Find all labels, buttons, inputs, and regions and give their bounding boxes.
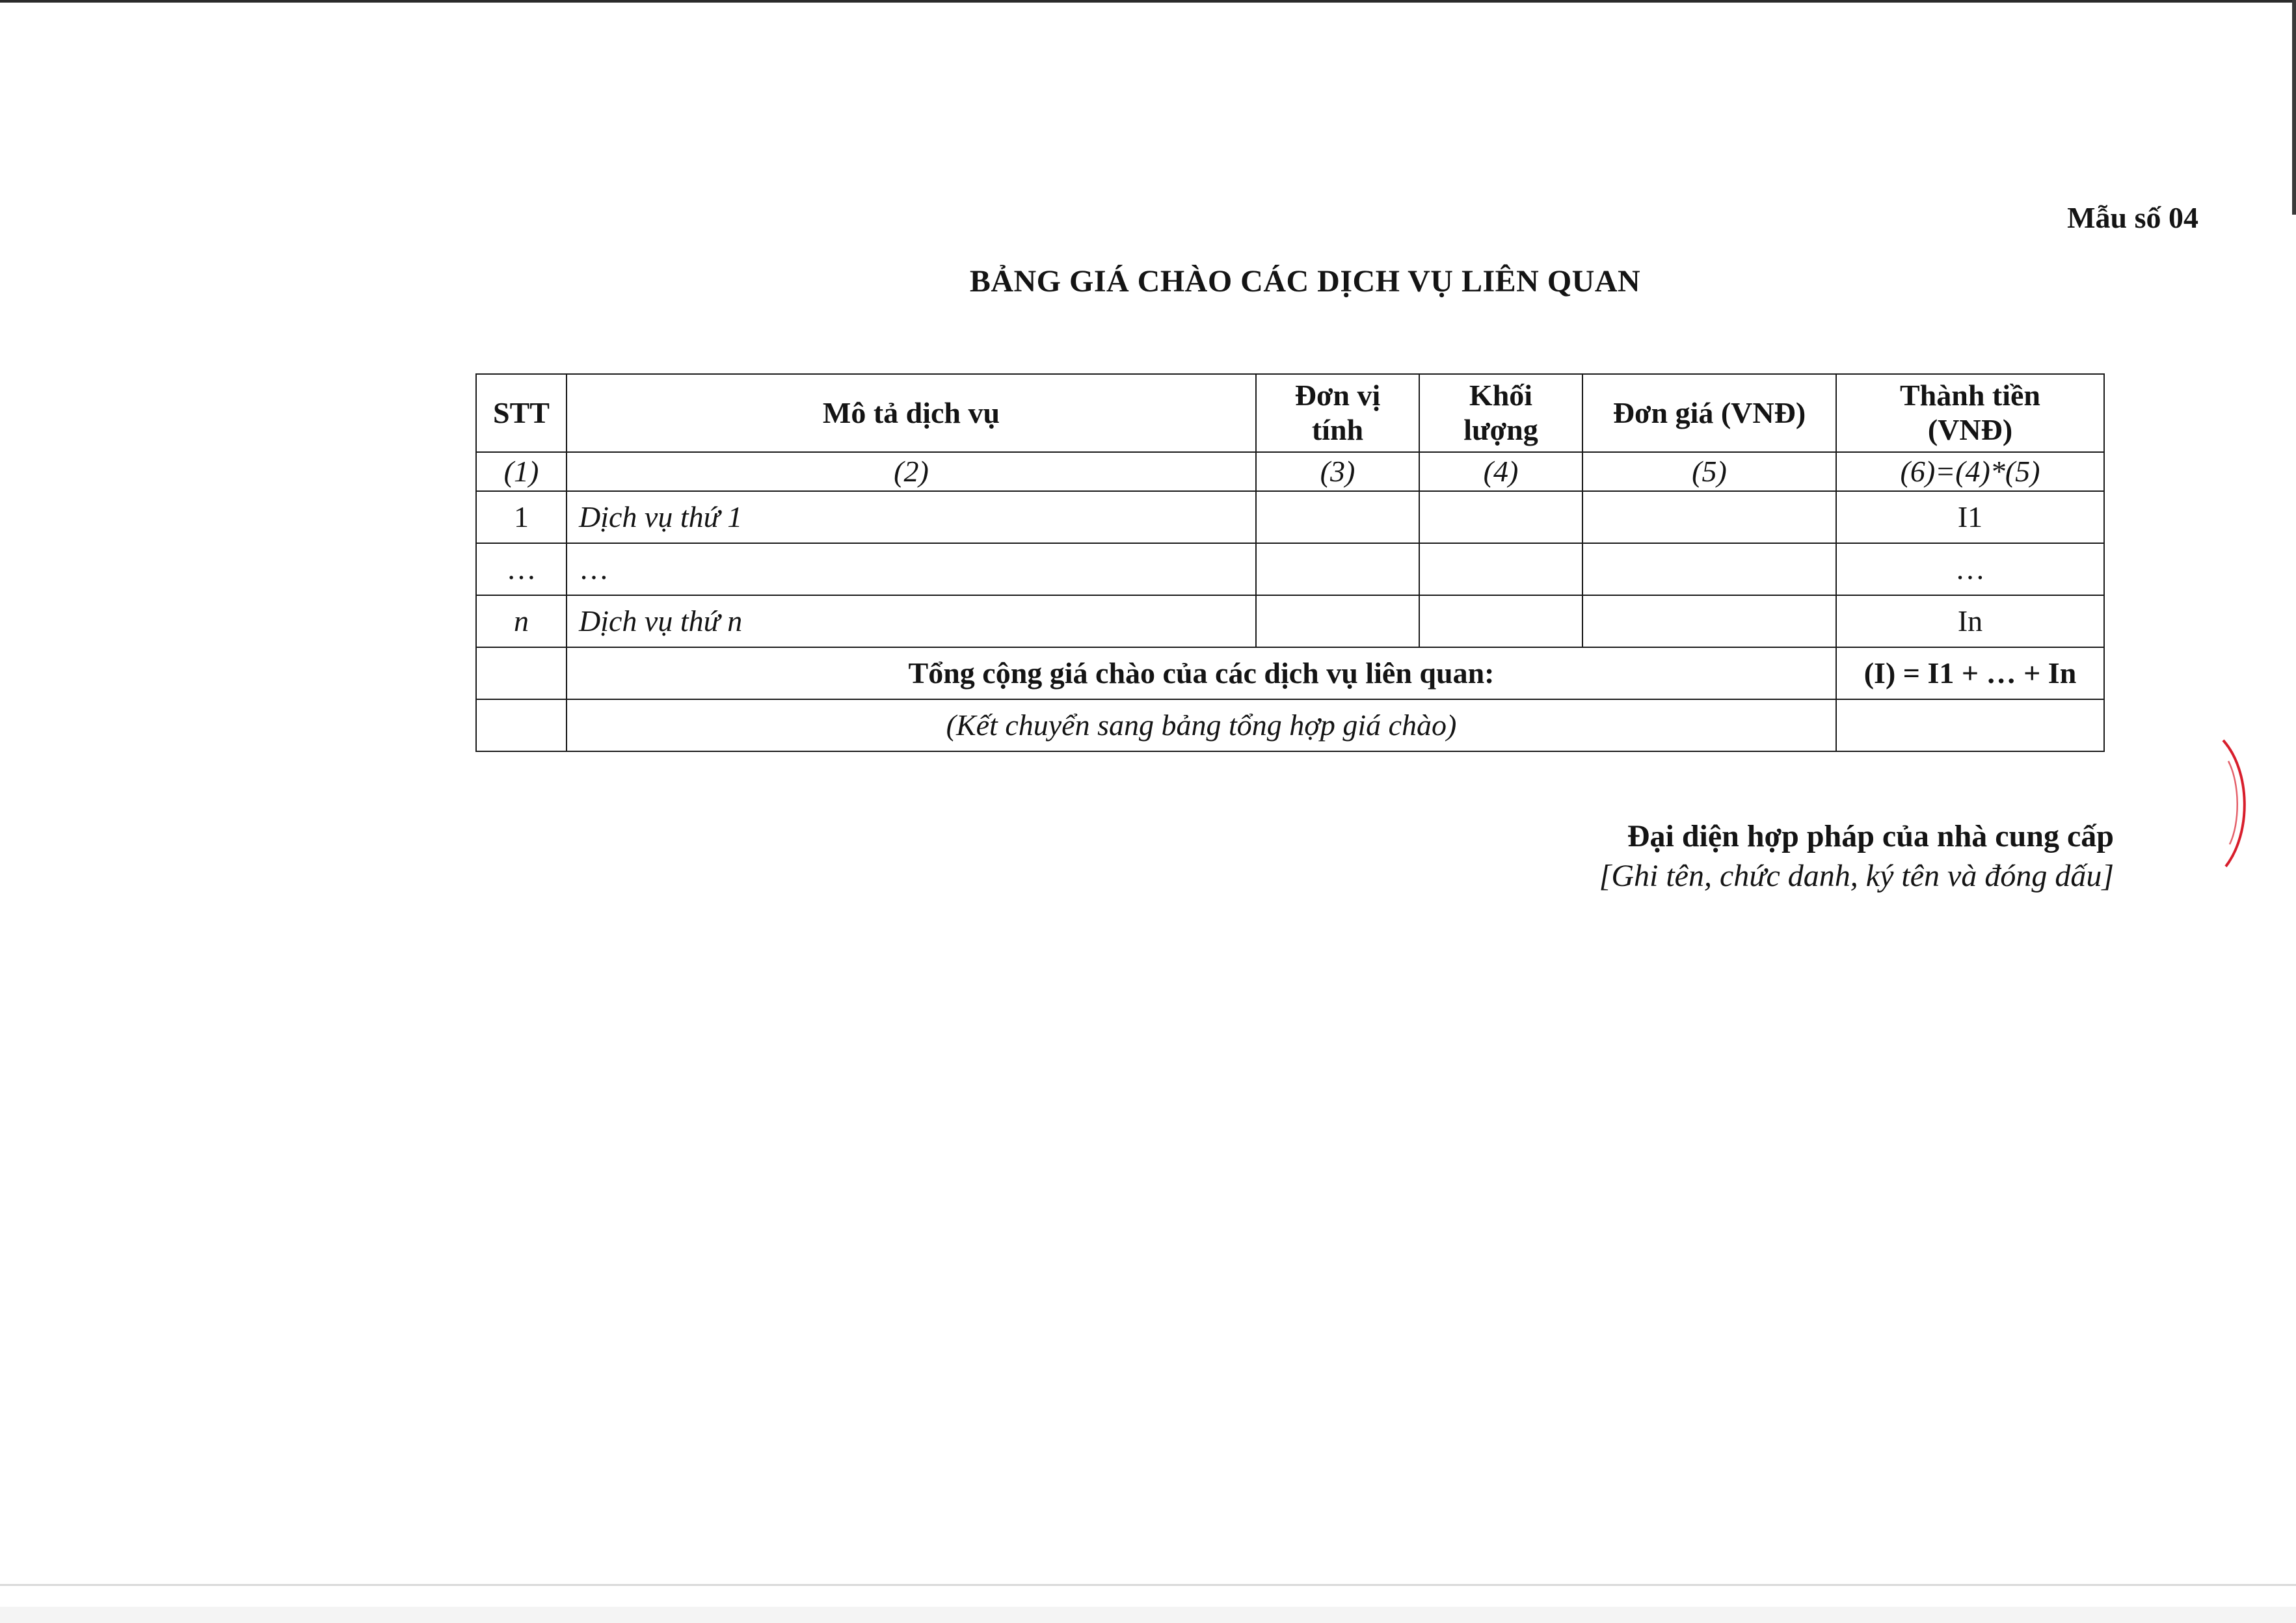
form-number: Mẫu số 04 (2067, 201, 2198, 234)
table-header-row (476, 374, 2104, 452)
header-quantity (1419, 374, 1582, 452)
signature-block (1431, 818, 2114, 894)
row-amount: … (1836, 543, 2104, 595)
header-description: Mô tả dịch vụ (567, 374, 1256, 452)
header-quantity-line1: Khối (1469, 379, 1533, 412)
row-unit-price (1582, 491, 1836, 543)
transfer-amount-cell (1836, 699, 2104, 751)
scan-edge-bottom (0, 1584, 2296, 1586)
signature-instruction: [Ghi tên, chức danh, ký tên và đóng dấu] (1599, 859, 2114, 893)
stamp-arc-inner (2228, 761, 2237, 844)
scan-edge-bottom-shadow (0, 1607, 2296, 1623)
signature-title: Đại diện hợp pháp của nhà cung cấp (1627, 819, 2114, 853)
header-amount-line2: (VNĐ) (1927, 413, 2013, 446)
header-unit (1256, 374, 1419, 452)
table-row (476, 595, 2104, 647)
total-label: Tổng cộng giá chào của các dịch vụ liên quan: (567, 647, 1836, 699)
header-quantity-line2: lượng (1463, 413, 1538, 446)
row-unit (1256, 595, 1419, 647)
header-unit-price: Đơn giá (VNĐ) (1582, 374, 1836, 452)
row-quantity (1419, 543, 1582, 595)
header-stt: STT (476, 374, 567, 452)
document-title: BẢNG GIÁ CHÀO CÁC DỊCH VỤ LIÊN QUAN (969, 264, 1641, 299)
total-stt-cell (476, 647, 567, 699)
row-unit-price (1582, 595, 1836, 647)
row-quantity (1419, 595, 1582, 647)
table-row (476, 543, 2104, 595)
index-cell: (6)=(4)*(5) (1836, 452, 2104, 491)
table-row (476, 491, 2104, 543)
row-unit (1256, 491, 1419, 543)
row-amount: In (1836, 595, 2104, 647)
row-stt: 1 (476, 491, 567, 543)
index-cell: (5) (1582, 452, 1836, 491)
index-cell: (2) (567, 452, 1256, 491)
row-stt: n (476, 595, 567, 647)
index-cell: (1) (476, 452, 567, 491)
header-unit-line1: Đơn vị (1294, 379, 1381, 412)
header-amount (1836, 374, 2104, 452)
row-quantity (1419, 491, 1582, 543)
total-row (476, 647, 2104, 699)
header-unit-line2: tính (1311, 413, 1364, 446)
row-amount: I1 (1836, 491, 2104, 543)
service-price-table (475, 373, 2105, 752)
row-description: … (567, 543, 1256, 595)
row-stt: … (476, 543, 567, 595)
column-index-row (476, 452, 2104, 491)
red-stamp-edge (2211, 735, 2263, 872)
total-formula: (I) = I1 + … + In (1836, 647, 2104, 699)
transfer-stt-cell (476, 699, 567, 751)
transfer-row (476, 699, 2104, 751)
index-cell: (4) (1419, 452, 1582, 491)
header-amount-line1: Thành tiền (1899, 379, 2041, 412)
scan-edge-right (2292, 0, 2296, 215)
stamp-arc-outer (2223, 740, 2245, 866)
row-description: Dịch vụ thứ n (567, 595, 1256, 647)
transfer-note: (Kết chuyển sang bảng tổng hợp giá chào) (567, 699, 1836, 751)
index-cell: (3) (1256, 452, 1419, 491)
row-description: Dịch vụ thứ 1 (567, 491, 1256, 543)
row-unit-price (1582, 543, 1836, 595)
scan-edge-top (0, 0, 2296, 3)
row-unit (1256, 543, 1419, 595)
